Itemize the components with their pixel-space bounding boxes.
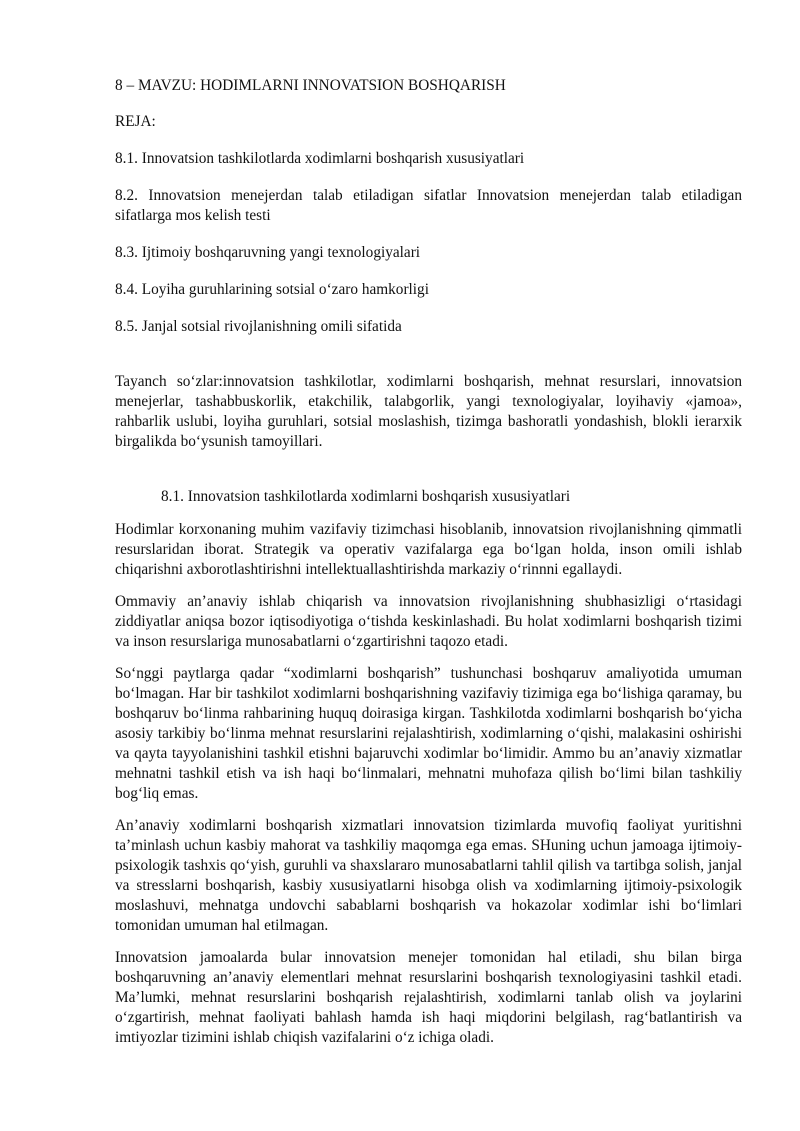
plan-label: REJA: — [115, 113, 156, 130]
plan-item: 8.2. Innovatsion menejerdan talab etiladigan sifatlar Innovatsion menejerdan talab etiladigan sifatlarga mos kelish testi — [115, 187, 742, 224]
body-paragraph: An’anaviy xodimlarni boshqarish xizmatlari innovatsion tizimlarda muvofiq faoliyat yuritishni ta’minlash uchun kasbiy mahorat va tashkiliy maqomga ega emas. SHuning uchun jamoaga ijtimoiy-psixologik tashxis qo‘yish, guruhli va shaxslararo munosabatlarni tahlil qilish va tartibga solish, janjal va stresslarni boshqarish, kasbiy xususiyatlarni hisobga olish va xodimlarning ijtimoiy-psixologik moslashuvi, mehnatga undovchi sabablarni boshqarish va hokazolar xodimlar ishi bo‘limlari tomonidan umuman hal etilmagan. — [115, 817, 742, 934]
plan-item: 8.4. Loyiha guruhlarining sotsial o‘zaro hamkorligi — [115, 281, 429, 298]
plan-item: 8.5. Janjal sotsial rivojlanishning omili sifatida — [115, 318, 402, 335]
keywords-paragraph: Tayanch so‘zlar:innovatsion tashkilotlar, xodimlarni boshqarish, mehnat resurslari, innovatsion menejerlar, tashabbuskorlik, etakchilik, talabgorlik, yangi texnologiyalar, loyihaviy «jamoa», rahbarlik uslubi, loyiha guruhlari, sotsial moslashish, tizimga bashoratli yondashish, blokli ierarxik birgalikda bo‘ysunish tamoyillari. — [115, 373, 742, 450]
body-paragraph: Hodimlar korxonaning muhim vazifaviy tizimchasi hisoblanib, innovatsion rivojlanishning qimmatli resurslaridan iborat. Strategik va operativ vazifalarga ega bo‘lgan holda, inson omili ishlab chiqarishni axborotlashtirishni intellektuallashtirishda markaziy o‘rinnni egallaydi. — [115, 521, 742, 578]
document-page — [115, 76, 742, 1060]
plan-item: 8.3. Ijtimoiy boshqaruvning yangi texnologiyalari — [115, 244, 421, 261]
body-paragraph: So‘nggi paytlarga qadar “xodimlarni boshqarish” tushunchasi boshqaruv amaliyotida umuman bo‘lmagan. Har bir tashkilot xodimlarni boshqarishning vazifaviy tizimiga ega bo‘lishiga qaramay, bu boshqaruv bo‘linma rahbarining huquq doirasiga kirgan. Tashkilotda xodimlarni boshqarish bo‘yicha asosiy tarkibiy bo‘linma mehnat resurslarini rejalashtirish, xodimlarning o‘qishi, malakasini oshirishi va qayta tayyolanishini tashkil etishni bajaruvchi xodimlar bo‘limidir. Ammo bu an’anaviy xizmatlar mehnatni tashkil etish va ish haqi bo‘linmalari, mehnatni muhofaza qilish bo‘limi bilan tashkiliy bog‘liq emas. — [115, 665, 742, 802]
plan-item: 8.1. Innovatsion tashkilotlarda xodimlarni boshqarish xususiyatlari — [115, 150, 525, 167]
section-heading: 8.1. Innovatsion tashkilotlarda xodimlarni boshqarish xususiyatlari — [161, 488, 571, 505]
document-title: 8 – MAVZU: HODIMLARNI INNOVATSION BOSHQARISH — [115, 77, 506, 94]
body-paragraph: Ommaviy an’anaviy ishlab chiqarish va innovatsion rivojlanishning shubhasizligi o‘rtasidagi ziddiyatlar aniqsa bozor iqtisodiyotiga o‘tishda keskinlashadi. Bu holat xodimlarni boshqarish tizimi va inson resurslariga munosabatlarni o‘zgartirishni taqozo etadi. — [115, 593, 742, 650]
body-paragraph: Innovatsion jamoalarda bular innovatsion menejer tomonidan hal etiladi, shu bilan birga boshqaruvning an’anaviy elementlari mehnat resurslarini boshqarish texnologiyasini tashkil etadi. Ma’lumki, mehnat resurslarini boshqarish rejalashtirish, xodimlarni tanlab olish va joylarini o‘zgartirish, mehnat faoliyati bahlash hamda ish haqi miqdorini belgilash, rag‘batlantirish va imtiyozlar tizimini ishlab chiqish vazifalarini o‘z ichiga oladi. — [115, 949, 742, 1046]
